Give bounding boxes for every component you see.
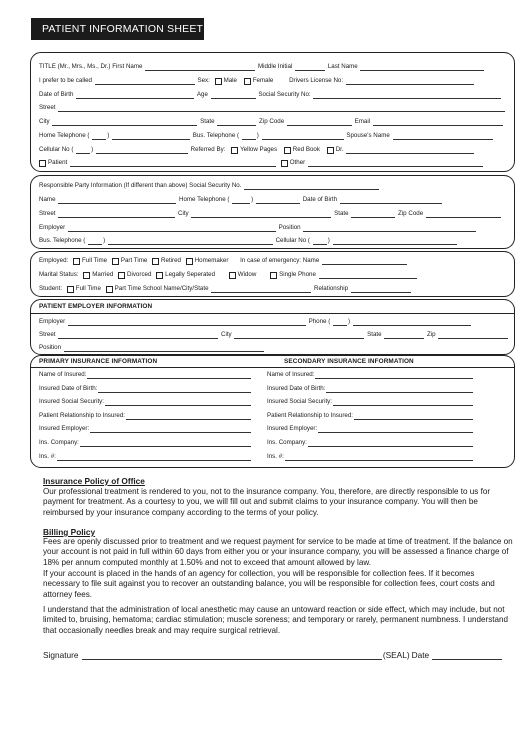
dob-field[interactable] (76, 91, 194, 99)
employer-phone-area-field[interactable] (333, 318, 347, 326)
date-field[interactable] (432, 650, 502, 660)
other-referral-label: Other (289, 159, 306, 166)
billing-policy-title: Billing Policy (43, 527, 96, 537)
street-field[interactable] (58, 104, 505, 112)
responsible-cellular-area-field[interactable] (313, 237, 327, 245)
yellow-pages-checkbox[interactable] (231, 147, 238, 154)
middle-initial-field[interactable] (295, 63, 325, 71)
relationship-label: Relationship (314, 285, 349, 292)
primary-insurance-row (39, 398, 252, 406)
primary-insurance-label: Insured Employer: (39, 425, 90, 433)
bus-telephone-area-field[interactable] (242, 132, 256, 140)
responsible-home-telephone-field[interactable] (256, 196, 300, 204)
home-telephone-area-field[interactable] (92, 132, 106, 140)
employer-label: Employer (39, 318, 66, 325)
responsible-cellular-field[interactable] (333, 237, 457, 245)
email-field[interactable] (373, 118, 503, 126)
secondary-insurance-label: Patient Relationship to Insured: (267, 411, 353, 419)
school-name-field[interactable] (211, 285, 311, 293)
responsible-position-field[interactable] (303, 224, 476, 232)
employer-street-field[interactable] (58, 331, 218, 339)
zip-label: Zip Code (259, 118, 285, 125)
employer-state-field[interactable] (384, 331, 424, 339)
primary-insurance-header: PRIMARY INSURANCE INFORMATION (39, 358, 158, 365)
primary-insurance-label: Ins. #: (39, 452, 56, 460)
preferred-name-label: I prefer to be called (39, 77, 92, 84)
cellular-label: Cellular No ( (39, 146, 74, 153)
employer-position-label: Position (39, 344, 62, 351)
home-telephone-field[interactable] (112, 132, 190, 140)
divorced-checkbox[interactable] (118, 272, 125, 279)
responsible-employer-field[interactable] (68, 224, 276, 232)
employer-city-label: City (220, 331, 232, 338)
city-label: City (39, 118, 50, 125)
responsible-bus-telephone-field[interactable] (108, 237, 273, 245)
responsible-state-label: State (334, 210, 349, 217)
dr-checkbox[interactable] (327, 147, 334, 154)
employer-state-label: State (367, 331, 382, 338)
other-referral-checkbox[interactable] (281, 160, 288, 167)
employed-fulltime-checkbox[interactable] (73, 258, 80, 265)
secondary-insurance-field[interactable] (318, 425, 473, 433)
secondary-insurance-field[interactable] (333, 398, 473, 406)
street-label: Street (39, 104, 56, 111)
responsible-bus-area-field[interactable] (88, 237, 102, 245)
employed-parttime-label: Part Time (120, 257, 148, 264)
responsible-street-field[interactable] (58, 210, 175, 218)
secondary-insurance-row (267, 371, 474, 379)
secondary-insurance-field[interactable] (285, 453, 473, 461)
secondary-insurance-row (267, 398, 474, 406)
signature-label: Signature (43, 650, 79, 660)
seal-label: (SEAL) (382, 650, 410, 660)
age-field[interactable] (211, 91, 256, 99)
ssn-field[interactable] (313, 91, 501, 99)
widow-checkbox[interactable] (229, 272, 236, 279)
responsible-cellular-label: Cellular No ( (275, 237, 310, 244)
cellular-field[interactable] (96, 146, 188, 154)
secondary-insurance-header: SECONDARY INSURANCE INFORMATION (284, 358, 414, 365)
secondary-insurance-label: Ins. #: (267, 452, 284, 460)
home-telephone-label: Home Telephone ( (39, 132, 90, 139)
signature-row (43, 650, 503, 660)
married-label: Married (92, 271, 114, 278)
other-referral-field[interactable] (308, 159, 483, 167)
separated-label: Legally Seperated (165, 271, 216, 278)
student-parttime-checkbox[interactable] (106, 286, 113, 293)
signature-field[interactable] (82, 650, 382, 660)
employer-header-divider (30, 313, 515, 314)
spouse-name-field[interactable] (393, 132, 493, 140)
emergency-name-field[interactable] (322, 257, 407, 265)
employed-label: Employed: (39, 257, 69, 264)
homemaker-label: Homemaker (194, 257, 229, 264)
responsible-name-field[interactable] (58, 196, 176, 204)
secondary-insurance-row (267, 385, 474, 393)
single-phone-label: Single Phone (279, 271, 316, 278)
age-label: Age (196, 91, 208, 98)
employer-city-field[interactable] (234, 331, 364, 339)
secondary-insurance-label: Insured Date of Birth: (267, 384, 326, 392)
dr-label: Dr. (335, 146, 344, 153)
responsible-dob-field[interactable] (340, 196, 442, 204)
middle-initial-label: Middle Initial (257, 63, 293, 70)
state-field[interactable] (217, 118, 256, 126)
insurance-policy-title: Insurance Policy of Office (43, 476, 145, 486)
secondary-insurance-label: Insured Employer: (267, 425, 318, 433)
secondary-insurance-field[interactable] (308, 439, 473, 447)
emergency-name-label: In case of emergency: Name (240, 257, 320, 264)
anesthetic-consent-text: I understand that the administration of local anesthetic may cause an untoward reaction or side effect, which may include, but not limited to, bruising, hematoma; cardiac stimulation; muscle soreness; and temporary or rarely, permanent numbness. I understand that occasionally needles break and may require surgical retrieval. (43, 605, 509, 635)
responsible-state-field[interactable] (351, 210, 395, 218)
secondary-insurance-field[interactable] (315, 371, 473, 379)
secondary-insurance-label: Name of Insured: (267, 371, 315, 378)
spouse-name-label: Spouse's Name (346, 132, 390, 139)
employed-fulltime-label: Full Time (81, 257, 108, 264)
last-name-label: Last Name (327, 63, 358, 70)
employer-street-label: Street (39, 331, 56, 338)
homemaker-checkbox[interactable] (186, 258, 193, 265)
secondary-insurance-row (267, 439, 474, 447)
primary-insurance-label: Insured Social Security: (39, 398, 104, 406)
responsible-home-telephone-label: Home Telephone ( (178, 196, 230, 203)
secondary-insurance-label: Insured Social Security: (267, 398, 332, 406)
patient-referral-checkbox[interactable] (39, 160, 46, 167)
preferred-name-field[interactable] (95, 77, 195, 85)
ssn-label: Social Security No: (258, 91, 311, 98)
responsible-city-field[interactable] (191, 210, 331, 218)
male-label: Male (223, 77, 237, 84)
primary-insurance-row (39, 371, 252, 379)
dob-label: Date of Birth (39, 91, 74, 98)
primary-insurance-field[interactable] (98, 385, 251, 393)
city-field[interactable] (52, 118, 197, 126)
single-checkbox[interactable] (270, 272, 277, 279)
billing-policy-text-2: If your account is placed in the hands of an agency for collection, you will be responsible for collection fees. If it becomes necessary to file suit against you to recover an outstanding balance, you will be responsible for collection fees, court costs and attorney fees. (43, 569, 495, 599)
patient-referral-field[interactable] (70, 159, 276, 167)
secondary-insurance-field[interactable] (326, 385, 473, 393)
employed-parttime-checkbox[interactable] (112, 258, 119, 265)
primary-insurance-row (39, 385, 252, 393)
employer-position-field[interactable] (64, 344, 264, 352)
primary-insurance-field[interactable] (126, 412, 251, 420)
state-label: State (200, 118, 215, 125)
primary-insurance-field[interactable] (80, 439, 251, 447)
drivers-license-field[interactable] (346, 77, 474, 85)
responsible-street-label: Street (39, 210, 56, 217)
primary-insurance-label: Name of Insured: (39, 371, 87, 378)
employer-zip-field[interactable] (438, 331, 508, 339)
email-label: Email (354, 118, 371, 125)
referring-doctor-field[interactable] (346, 146, 474, 154)
student-parttime-label: Part Time School Name/City/State (114, 285, 209, 292)
insurance-policy-text: Our professional treatment is rendered to you, not to the insurance company. You, therefore, are directly responsible to us for payment for treatment. As a courtesy to you, we will fill out and submit claims to your insurance company. You will then be reimbursed by your insurance company according to the terms of your policy. (43, 487, 491, 517)
marital-status-label: Marital Status: (39, 271, 79, 278)
primary-insurance-label: Insured Date of Birth: (39, 384, 98, 392)
responsible-zip-field[interactable] (426, 210, 501, 218)
widow-label: Widow (237, 271, 257, 278)
retired-checkbox[interactable] (152, 258, 159, 265)
student-fulltime-label: Full Time (75, 285, 101, 292)
divorced-label: Divorced (127, 271, 152, 278)
secondary-insurance-row (267, 453, 474, 461)
name-label: TITLE (Mr., Mrs., Ms., Dr.) First Name (39, 63, 143, 70)
primary-insurance-row (39, 453, 252, 461)
employer-phone-field[interactable] (353, 318, 471, 326)
sex-label: Sex: (197, 77, 210, 84)
date-label: Date (411, 650, 430, 660)
primary-insurance-row (39, 439, 252, 447)
insurance-header-divider (30, 367, 515, 368)
patient-employer-header: PATIENT EMPLOYER INFORMATION (39, 303, 153, 310)
student-label: Student: (39, 285, 63, 292)
student-fulltime-checkbox[interactable] (67, 286, 74, 293)
referred-by-label: Referred By: (190, 146, 226, 153)
responsible-home-area-field[interactable] (232, 196, 250, 204)
responsible-name-label: Name (39, 196, 56, 203)
bus-telephone-field[interactable] (262, 132, 344, 140)
responsible-party-label: Responsible Party Information (If different than above) Social Security No. (39, 182, 242, 189)
primary-insurance-row (39, 425, 252, 433)
female-label: Female (252, 77, 274, 84)
billing-policy-text-1: Fees are openly discussed prior to treatment and we request payment for service to be made at time of treatment. If the balance on your account is not paid in full within 60 days from either you or your insurance company, you will be assessed a finance charge of 18% per annum computed monthly at 1.50% and not to exceed that amount allowed by law. (43, 537, 513, 567)
responsible-position-label: Position (278, 224, 301, 231)
retired-label: Retired (161, 257, 181, 264)
primary-insurance-field[interactable] (87, 371, 251, 379)
employer-field[interactable] (68, 318, 306, 326)
bus-telephone-label: Bus. Telephone ( (192, 132, 240, 139)
yellow-pages-label: Yellow Pages (240, 146, 278, 153)
zip-field[interactable] (287, 118, 352, 126)
secondary-insurance-label: Ins. Company: (267, 439, 307, 446)
secondary-insurance-field[interactable] (354, 412, 473, 420)
primary-insurance-label: Ins. Company: (39, 439, 79, 446)
responsible-dob-label: Date of Birth (302, 196, 338, 203)
drivers-license-label: Drivers License No: (289, 77, 344, 84)
responsible-bus-telephone-label: Bus. Telephone ( (39, 237, 86, 244)
red-book-label: Red Book (292, 146, 320, 153)
primary-insurance-row (39, 412, 252, 420)
emergency-phone-field[interactable] (319, 271, 417, 279)
primary-insurance-label: Patient Relationship to Insured: (39, 411, 125, 419)
secondary-insurance-row (267, 412, 474, 420)
responsible-city-label: City (177, 210, 189, 217)
employer-zip-label: Zip (427, 331, 436, 338)
cellular-area-field[interactable] (76, 146, 90, 154)
primary-insurance-field[interactable] (90, 425, 251, 433)
female-checkbox[interactable] (244, 78, 251, 85)
primary-insurance-field[interactable] (57, 453, 251, 461)
responsible-employer-label: Employer (39, 224, 66, 231)
last-name-field[interactable] (360, 63, 484, 71)
red-book-checkbox[interactable] (284, 147, 291, 154)
married-checkbox[interactable] (83, 272, 90, 279)
patient-referral-label: Patient (48, 159, 68, 166)
separated-checkbox[interactable] (156, 272, 163, 279)
male-checkbox[interactable] (215, 78, 222, 85)
responsible-ssn-field[interactable] (244, 182, 379, 190)
relationship-field[interactable] (351, 285, 411, 293)
responsible-zip-label: Zip Code (398, 210, 424, 217)
page-title: PATIENT INFORMATION SHEET (31, 18, 204, 40)
secondary-insurance-row (267, 425, 474, 433)
employer-phone-label: Phone ( (308, 318, 331, 325)
first-name-field[interactable] (145, 63, 255, 71)
primary-insurance-field[interactable] (105, 398, 251, 406)
